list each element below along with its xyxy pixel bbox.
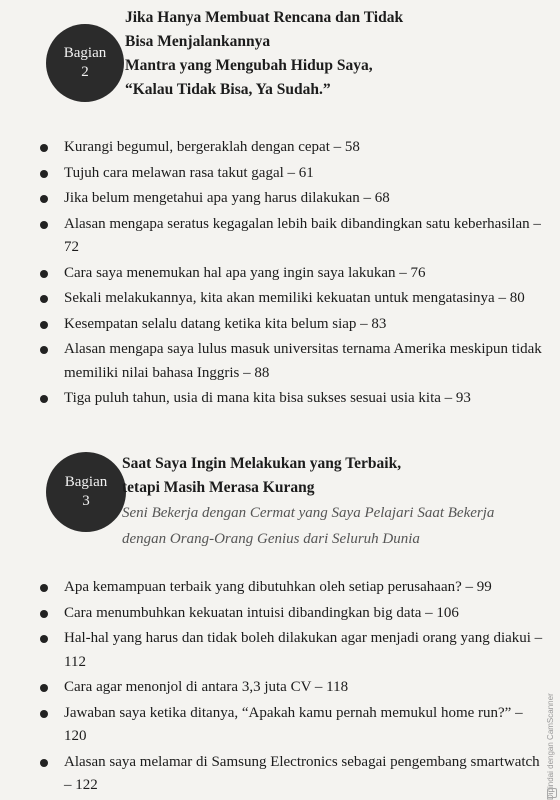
section-badge: [46, 452, 126, 532]
list-item: Alasan mengapa seratus kegagalan lebih baik dibandingkan satu keberhasilan – 72: [38, 213, 546, 260]
list-item: Tiga puluh tahun, usia di mana kita bisa sukses sesuai usia kita – 93: [38, 387, 546, 411]
list-item: Cara agar menonjol di antara 3,3 juta CV – 118: [38, 676, 546, 700]
badge-label: Bagian: [64, 474, 108, 490]
list-item: Sekali melakukannya, kita akan memiliki kekuatan untuk mengatasinya – 80: [38, 287, 546, 311]
section-title-line1: Jika Hanya Membuat Rencana dan Tidak: [125, 9, 404, 26]
list-item: Jika belum mengetahui apa yang harus dilakukan – 68: [38, 187, 546, 211]
scanner-watermark: Dipindai dengan CamScanner: [546, 693, 555, 800]
section-title-line1: Saat Saya Ingin Melakukan yang Terbaik,: [122, 455, 402, 472]
list-item: Tujuh cara melawan rasa takut gagal – 61: [38, 162, 546, 186]
list-item: Jawaban saya ketika ditanya, “Apakah kamu pernah memukul home run?” – 120: [38, 702, 546, 749]
list-item: Cara menumbuhkan kekuatan intuisi dibandingkan big data – 106: [38, 602, 546, 626]
list-item: Kurangi begumul, bergeraklah dengan cepat – 58: [38, 136, 546, 160]
chapter-list-bagian-3: [38, 576, 546, 800]
camscanner-icon: [547, 788, 557, 798]
chapter-list-bagian-2: [38, 136, 546, 413]
section-subtitle-line1: Mantra yang Mengubah Hidup Saya,: [125, 57, 373, 74]
badge-number: 2: [81, 64, 89, 80]
list-item: Apa kemampuan terbaik yang dibutuhkan oleh setiap perusahaan? – 99: [38, 576, 546, 600]
section-badge: [46, 24, 124, 102]
section-subtitle-line2: “Kalau Tidak Bisa, Ya Sudah.”: [125, 81, 331, 98]
list-item: Alasan saya melamar di Samsung Electronics sebagai pengembang smartwatch – 122: [38, 751, 546, 798]
section-subtitle-line2: dengan Orang-Orang Genius dari Seluruh Dunia: [122, 531, 420, 547]
section-heading: [125, 6, 403, 102]
section-title-line2: Bisa Menjalankannya: [125, 33, 271, 50]
list-item: Cara saya menemukan hal apa yang ingin saya lakukan – 76: [38, 262, 546, 286]
badge-label: Bagian: [63, 45, 107, 61]
list-item: Alasan mengapa saya lulus masuk universitas ternama Amerika meskipun tidak memiliki nilai bahasa Inggris – 88: [38, 338, 546, 385]
section-heading: [122, 452, 494, 552]
list-item: Kesempatan selalu datang ketika kita belum siap – 83: [38, 313, 546, 337]
section-title-line2: tetapi Masih Merasa Kurang: [122, 479, 315, 496]
badge-number: 3: [82, 493, 90, 509]
list-item: Hal-hal yang harus dan tidak boleh dilakukan agar menjadi orang yang diakui – 112: [38, 627, 546, 674]
section-subtitle-line1: Seni Bekerja dengan Cermat yang Saya Pelajari Saat Bekerja: [122, 505, 495, 521]
